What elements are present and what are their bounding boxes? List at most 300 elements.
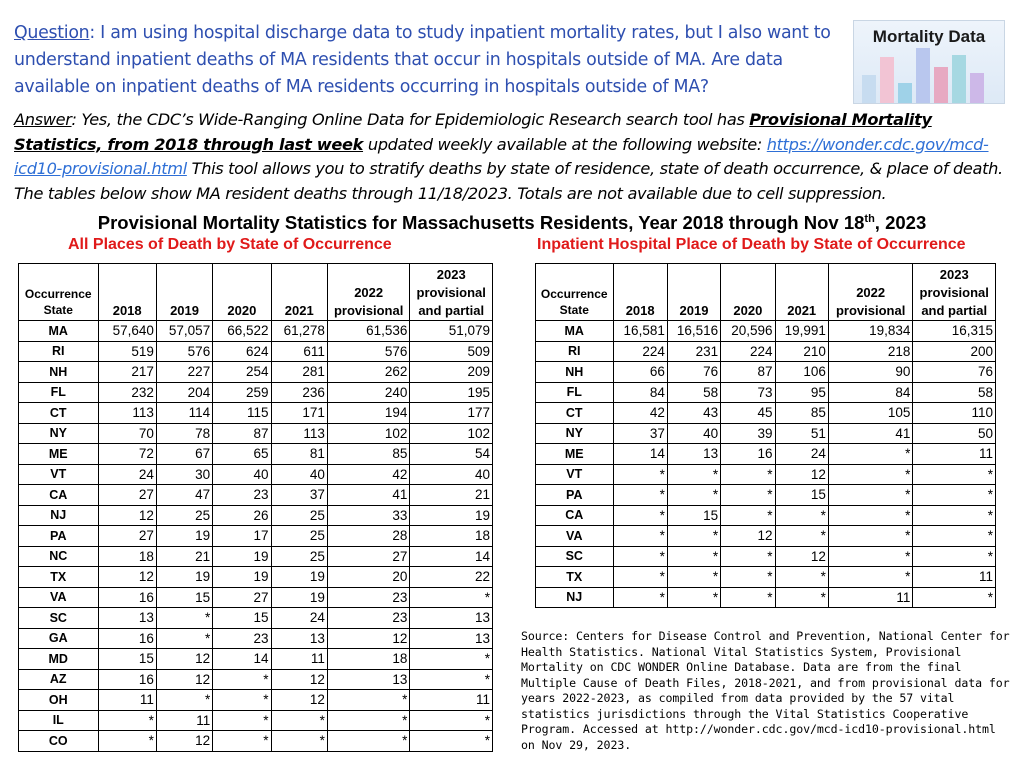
value-cell: 95: [775, 382, 828, 403]
value-cell: 41: [327, 485, 410, 506]
value-cell: 12: [271, 690, 327, 711]
source-note: Source: Centers for Disease Control and Prevention, National Center for Health Statistics. National Vital Statistics System, Provisional Mortality on CDC WONDER Online Database. Data are from the final Multiple Cause of Death Files, 2018-2021, and from provisional data for years 2022-2023, as compiled from data provided by the 57 vital statistics jurisdictions through the Vital Statistics Cooperative Program. Accessed at http://wonder.cdc.gov/mcd-icd10-provisional.html on Nov 29, 2023.: [521, 629, 1010, 752]
value-cell: 61,536: [327, 321, 410, 342]
value-cell: 240: [327, 382, 410, 403]
value-cell: *: [667, 485, 720, 506]
state-cell: NJ: [19, 505, 99, 526]
value-cell: *: [721, 485, 775, 506]
value-cell: 57,057: [156, 321, 212, 342]
table-row: [19, 382, 493, 403]
value-cell: 254: [213, 362, 271, 383]
value-cell: *: [98, 710, 156, 731]
value-cell: *: [613, 546, 667, 567]
value-cell: 40: [271, 464, 327, 485]
value-cell: 171: [271, 403, 327, 424]
value-cell: 210: [775, 341, 828, 362]
value-cell: 17: [213, 526, 271, 547]
value-cell: 27: [327, 546, 410, 567]
logo-bar: [862, 75, 876, 103]
value-cell: 204: [156, 382, 212, 403]
value-cell: 194: [327, 403, 410, 424]
value-cell: 40: [410, 464, 493, 485]
state-cell: MD: [19, 649, 99, 670]
value-cell: 19: [213, 546, 271, 567]
value-cell: 76: [667, 362, 720, 383]
state-cell: PA: [536, 485, 614, 506]
table-row: [536, 362, 996, 383]
table-row: [19, 526, 493, 547]
state-cell: IL: [19, 710, 99, 731]
title-text: Provisional Mortality Statistics for Massachusetts Residents, Year 2018 through Nov 18: [97, 212, 865, 233]
value-cell: 19: [213, 567, 271, 588]
value-cell: *: [667, 567, 720, 588]
table-body: [536, 321, 996, 608]
value-cell: 25: [156, 505, 212, 526]
column-header-2020: 2020: [213, 264, 271, 321]
value-cell: 24: [775, 444, 828, 465]
value-cell: 13: [410, 628, 493, 649]
value-cell: 12: [775, 464, 828, 485]
value-cell: 113: [271, 423, 327, 444]
value-cell: 11: [913, 444, 996, 465]
value-cell: 231: [667, 341, 720, 362]
value-cell: 33: [327, 505, 410, 526]
value-cell: 19,991: [775, 321, 828, 342]
value-cell: 576: [327, 341, 410, 362]
value-cell: 20,596: [721, 321, 775, 342]
value-cell: 90: [828, 362, 913, 383]
header-row: [19, 264, 493, 321]
value-cell: 15: [213, 608, 271, 629]
value-cell: *: [913, 485, 996, 506]
value-cell: 12: [775, 546, 828, 567]
answer-text: [14, 108, 1010, 206]
table-row: [19, 649, 493, 670]
cdc-wonder-link[interactable]: https://wonder.cdc.gov/mcd-icd10-provisional.html: [14, 134, 989, 178]
value-cell: 67: [156, 444, 212, 465]
table-row: [19, 567, 493, 588]
value-cell: 16: [98, 587, 156, 608]
value-cell: *: [213, 690, 271, 711]
value-cell: 24: [271, 608, 327, 629]
value-cell: *: [828, 444, 913, 465]
column-header-2022: 2022 provisional: [327, 264, 410, 321]
value-cell: *: [613, 567, 667, 588]
value-cell: *: [721, 505, 775, 526]
value-cell: *: [410, 649, 493, 670]
value-cell: 102: [327, 423, 410, 444]
page-title: [0, 212, 1024, 234]
table-row: [536, 526, 996, 547]
value-cell: 21: [156, 546, 212, 567]
state-cell: OH: [19, 690, 99, 711]
column-header-2023: 2023 provisional and partial: [913, 264, 996, 321]
logo-bar: [970, 73, 984, 103]
state-cell: NH: [19, 362, 99, 383]
table-row: [536, 382, 996, 403]
value-cell: 25: [271, 505, 327, 526]
state-cell: GA: [19, 628, 99, 649]
logo-bar: [898, 83, 912, 103]
table-row: [536, 587, 996, 608]
value-cell: *: [775, 567, 828, 588]
table-row: [19, 485, 493, 506]
value-cell: 12: [156, 731, 212, 752]
value-cell: 105: [828, 403, 913, 424]
value-cell: 11: [98, 690, 156, 711]
value-cell: 576: [156, 341, 212, 362]
table-row: [536, 321, 996, 342]
value-cell: 51: [775, 423, 828, 444]
value-cell: 16,516: [667, 321, 720, 342]
value-cell: *: [913, 505, 996, 526]
value-cell: 13: [410, 608, 493, 629]
value-cell: 12: [327, 628, 410, 649]
value-cell: *: [613, 505, 667, 526]
value-cell: 11: [828, 587, 913, 608]
value-cell: 15: [667, 505, 720, 526]
value-cell: 57,640: [98, 321, 156, 342]
state-cell: CT: [536, 403, 614, 424]
value-cell: 66,522: [213, 321, 271, 342]
state-cell: NY: [536, 423, 614, 444]
state-cell: TX: [536, 567, 614, 588]
value-cell: *: [271, 710, 327, 731]
state-cell: FL: [536, 382, 614, 403]
value-cell: 87: [213, 423, 271, 444]
question-text: [14, 20, 844, 101]
table-row: [19, 669, 493, 690]
table-row: [19, 587, 493, 608]
table-row: [19, 731, 493, 752]
value-cell: 12: [98, 505, 156, 526]
table-row: [19, 362, 493, 383]
value-cell: 65: [213, 444, 271, 465]
value-cell: 70: [98, 423, 156, 444]
value-cell: *: [913, 546, 996, 567]
table-row: [536, 485, 996, 506]
value-cell: 227: [156, 362, 212, 383]
value-cell: *: [828, 526, 913, 547]
mortality-data-logo: [853, 20, 1005, 104]
table-body: [19, 321, 493, 752]
answer-part1: : Yes, the CDC’s Wide-Ranging Online Data for Epidemiologic Research search tool has: [71, 110, 750, 129]
column-header-state: Occurrence State: [536, 264, 614, 321]
value-cell: 40: [213, 464, 271, 485]
value-cell: 113: [98, 403, 156, 424]
value-cell: 19: [156, 567, 212, 588]
value-cell: 232: [98, 382, 156, 403]
value-cell: 30: [156, 464, 212, 485]
answer-part2: updated weekly available at the following website:: [363, 134, 767, 154]
value-cell: *: [213, 731, 271, 752]
value-cell: 11: [156, 710, 212, 731]
left-table-subtitle: All Places of Death by State of Occurrence: [68, 236, 392, 253]
value-cell: *: [410, 587, 493, 608]
value-cell: *: [613, 587, 667, 608]
value-cell: 262: [327, 362, 410, 383]
value-cell: 12: [271, 669, 327, 690]
table-row: [19, 690, 493, 711]
value-cell: 12: [156, 669, 212, 690]
value-cell: 19: [271, 567, 327, 588]
value-cell: 13: [271, 628, 327, 649]
state-cell: MA: [19, 321, 99, 342]
value-cell: 15: [98, 649, 156, 670]
value-cell: 15: [156, 587, 212, 608]
value-cell: *: [213, 669, 271, 690]
value-cell: 27: [98, 526, 156, 547]
value-cell: 209: [410, 362, 493, 383]
value-cell: *: [271, 731, 327, 752]
value-cell: 611: [271, 341, 327, 362]
value-cell: 37: [613, 423, 667, 444]
state-cell: NY: [19, 423, 99, 444]
value-cell: 519: [98, 341, 156, 362]
value-cell: 78: [156, 423, 212, 444]
answer-label: Answer: [14, 110, 72, 129]
state-cell: VT: [19, 464, 99, 485]
state-cell: PA: [19, 526, 99, 547]
value-cell: 15: [775, 485, 828, 506]
value-cell: *: [213, 710, 271, 731]
state-cell: NH: [536, 362, 614, 383]
state-cell: CA: [19, 485, 99, 506]
value-cell: 195: [410, 382, 493, 403]
logo-bar: [952, 55, 966, 103]
column-header-2019: 2019: [156, 264, 212, 321]
state-cell: SC: [19, 608, 99, 629]
value-cell: 224: [721, 341, 775, 362]
column-header-2022: 2022 provisional: [828, 264, 913, 321]
table-row: [536, 567, 996, 588]
state-cell: MA: [536, 321, 614, 342]
provisional-stats-title: Provisional Mortality Statistics, from 2018 through last week: [14, 110, 932, 154]
value-cell: *: [156, 628, 212, 649]
table-row: [19, 423, 493, 444]
value-cell: 87: [721, 362, 775, 383]
value-cell: 115: [213, 403, 271, 424]
value-cell: *: [98, 731, 156, 752]
value-cell: 42: [613, 403, 667, 424]
value-cell: *: [828, 485, 913, 506]
value-cell: 73: [721, 382, 775, 403]
value-cell: *: [828, 505, 913, 526]
title-suffix: , 2023: [874, 212, 927, 233]
header-row: [536, 264, 996, 321]
value-cell: 11: [913, 567, 996, 588]
value-cell: *: [775, 505, 828, 526]
state-cell: NC: [19, 546, 99, 567]
inpatient-hospital-table: [535, 263, 996, 608]
value-cell: 85: [775, 403, 828, 424]
logo-bar: [916, 48, 930, 103]
value-cell: 14: [613, 444, 667, 465]
value-cell: *: [667, 464, 720, 485]
value-cell: *: [721, 567, 775, 588]
value-cell: 26: [213, 505, 271, 526]
value-cell: 47: [156, 485, 212, 506]
value-cell: *: [410, 710, 493, 731]
state-cell: ME: [536, 444, 614, 465]
value-cell: 218: [828, 341, 913, 362]
value-cell: *: [913, 526, 996, 547]
value-cell: 106: [775, 362, 828, 383]
table-row: [19, 403, 493, 424]
value-cell: 200: [913, 341, 996, 362]
value-cell: *: [156, 690, 212, 711]
value-cell: 24: [98, 464, 156, 485]
logo-bar: [880, 57, 894, 103]
value-cell: 281: [271, 362, 327, 383]
value-cell: 624: [213, 341, 271, 362]
value-cell: 84: [828, 382, 913, 403]
value-cell: 39: [721, 423, 775, 444]
value-cell: *: [327, 731, 410, 752]
value-cell: 11: [271, 649, 327, 670]
value-cell: *: [613, 464, 667, 485]
table-row: [536, 423, 996, 444]
value-cell: *: [156, 608, 212, 629]
state-cell: NJ: [536, 587, 614, 608]
value-cell: 23: [327, 608, 410, 629]
table-row: [19, 608, 493, 629]
table-row: [536, 464, 996, 485]
value-cell: 16: [98, 628, 156, 649]
value-cell: *: [410, 669, 493, 690]
value-cell: 19: [410, 505, 493, 526]
value-cell: 224: [613, 341, 667, 362]
value-cell: 114: [156, 403, 212, 424]
table-row: [19, 341, 493, 362]
value-cell: 14: [213, 649, 271, 670]
state-cell: RI: [19, 341, 99, 362]
value-cell: 61,278: [271, 321, 327, 342]
table-row: [19, 628, 493, 649]
logo-bar: [934, 67, 948, 103]
value-cell: *: [613, 526, 667, 547]
question-body: : I am using hospital discharge data to study inpatient mortality rates, but I also want to understand inpatient deaths of MA residents that occur in hospitals outside of MA. Are data available on inpatient deaths of MA residents occurring in hospitals outside of MA?: [14, 23, 831, 97]
value-cell: 13: [327, 669, 410, 690]
state-cell: FL: [19, 382, 99, 403]
value-cell: 41: [828, 423, 913, 444]
value-cell: 19,834: [828, 321, 913, 342]
all-places-table: [18, 263, 493, 752]
table-row: [19, 546, 493, 567]
value-cell: 28: [327, 526, 410, 547]
value-cell: 509: [410, 341, 493, 362]
value-cell: *: [913, 587, 996, 608]
value-cell: 19: [271, 587, 327, 608]
value-cell: 45: [721, 403, 775, 424]
value-cell: 50: [913, 423, 996, 444]
title-sup: th: [864, 212, 875, 225]
state-cell: CT: [19, 403, 99, 424]
value-cell: *: [721, 546, 775, 567]
value-cell: 12: [156, 649, 212, 670]
value-cell: 66: [613, 362, 667, 383]
value-cell: 58: [667, 382, 720, 403]
value-cell: 22: [410, 567, 493, 588]
value-cell: 84: [613, 382, 667, 403]
column-header-2021: 2021: [271, 264, 327, 321]
state-cell: VA: [536, 526, 614, 547]
value-cell: 16: [98, 669, 156, 690]
value-cell: 72: [98, 444, 156, 465]
table-row: [536, 403, 996, 424]
value-cell: 259: [213, 382, 271, 403]
state-cell: ME: [19, 444, 99, 465]
state-cell: VT: [536, 464, 614, 485]
value-cell: *: [410, 731, 493, 752]
value-cell: *: [913, 464, 996, 485]
value-cell: 217: [98, 362, 156, 383]
logo-title: Mortality Data: [872, 27, 986, 46]
state-cell: AZ: [19, 669, 99, 690]
state-cell: TX: [19, 567, 99, 588]
value-cell: 18: [327, 649, 410, 670]
value-cell: 76: [913, 362, 996, 383]
value-cell: 11: [410, 690, 493, 711]
value-cell: 236: [271, 382, 327, 403]
column-header-2020: 2020: [721, 264, 775, 321]
value-cell: 25: [271, 546, 327, 567]
value-cell: 27: [98, 485, 156, 506]
value-cell: 81: [271, 444, 327, 465]
value-cell: *: [721, 464, 775, 485]
value-cell: 23: [213, 485, 271, 506]
column-header-2021: 2021: [775, 264, 828, 321]
value-cell: 58: [913, 382, 996, 403]
value-cell: 85: [327, 444, 410, 465]
right-table-subtitle: Inpatient Hospital Place of Death by State of Occurrence: [537, 236, 966, 253]
table-row: [536, 444, 996, 465]
value-cell: 13: [98, 608, 156, 629]
value-cell: *: [828, 567, 913, 588]
value-cell: 27: [213, 587, 271, 608]
value-cell: 110: [913, 403, 996, 424]
column-header-2018: 2018: [98, 264, 156, 321]
table-row: [19, 444, 493, 465]
table-row: [536, 546, 996, 567]
state-cell: VA: [19, 587, 99, 608]
value-cell: 37: [271, 485, 327, 506]
value-cell: 177: [410, 403, 493, 424]
value-cell: 23: [327, 587, 410, 608]
state-cell: RI: [536, 341, 614, 362]
value-cell: *: [667, 546, 720, 567]
value-cell: *: [667, 587, 720, 608]
value-cell: 25: [271, 526, 327, 547]
value-cell: *: [828, 546, 913, 567]
column-header-2018: 2018: [613, 264, 667, 321]
value-cell: 18: [410, 526, 493, 547]
value-cell: *: [613, 485, 667, 506]
answer-part3: This tool allows you to stratify deaths by state of residence, state of death occurrence, & place of death. The tables below show MA resident deaths through 11/18/2023. Totals are not available due to cell suppression.: [14, 159, 1003, 203]
value-cell: 102: [410, 423, 493, 444]
state-cell: CA: [536, 505, 614, 526]
value-cell: 16,315: [913, 321, 996, 342]
value-cell: 14: [410, 546, 493, 567]
table-row: [19, 464, 493, 485]
value-cell: 51,079: [410, 321, 493, 342]
state-cell: CO: [19, 731, 99, 752]
value-cell: 16: [721, 444, 775, 465]
value-cell: *: [828, 464, 913, 485]
value-cell: *: [327, 690, 410, 711]
value-cell: 21: [410, 485, 493, 506]
column-header-2023: 2023 provisional and partial: [410, 264, 493, 321]
